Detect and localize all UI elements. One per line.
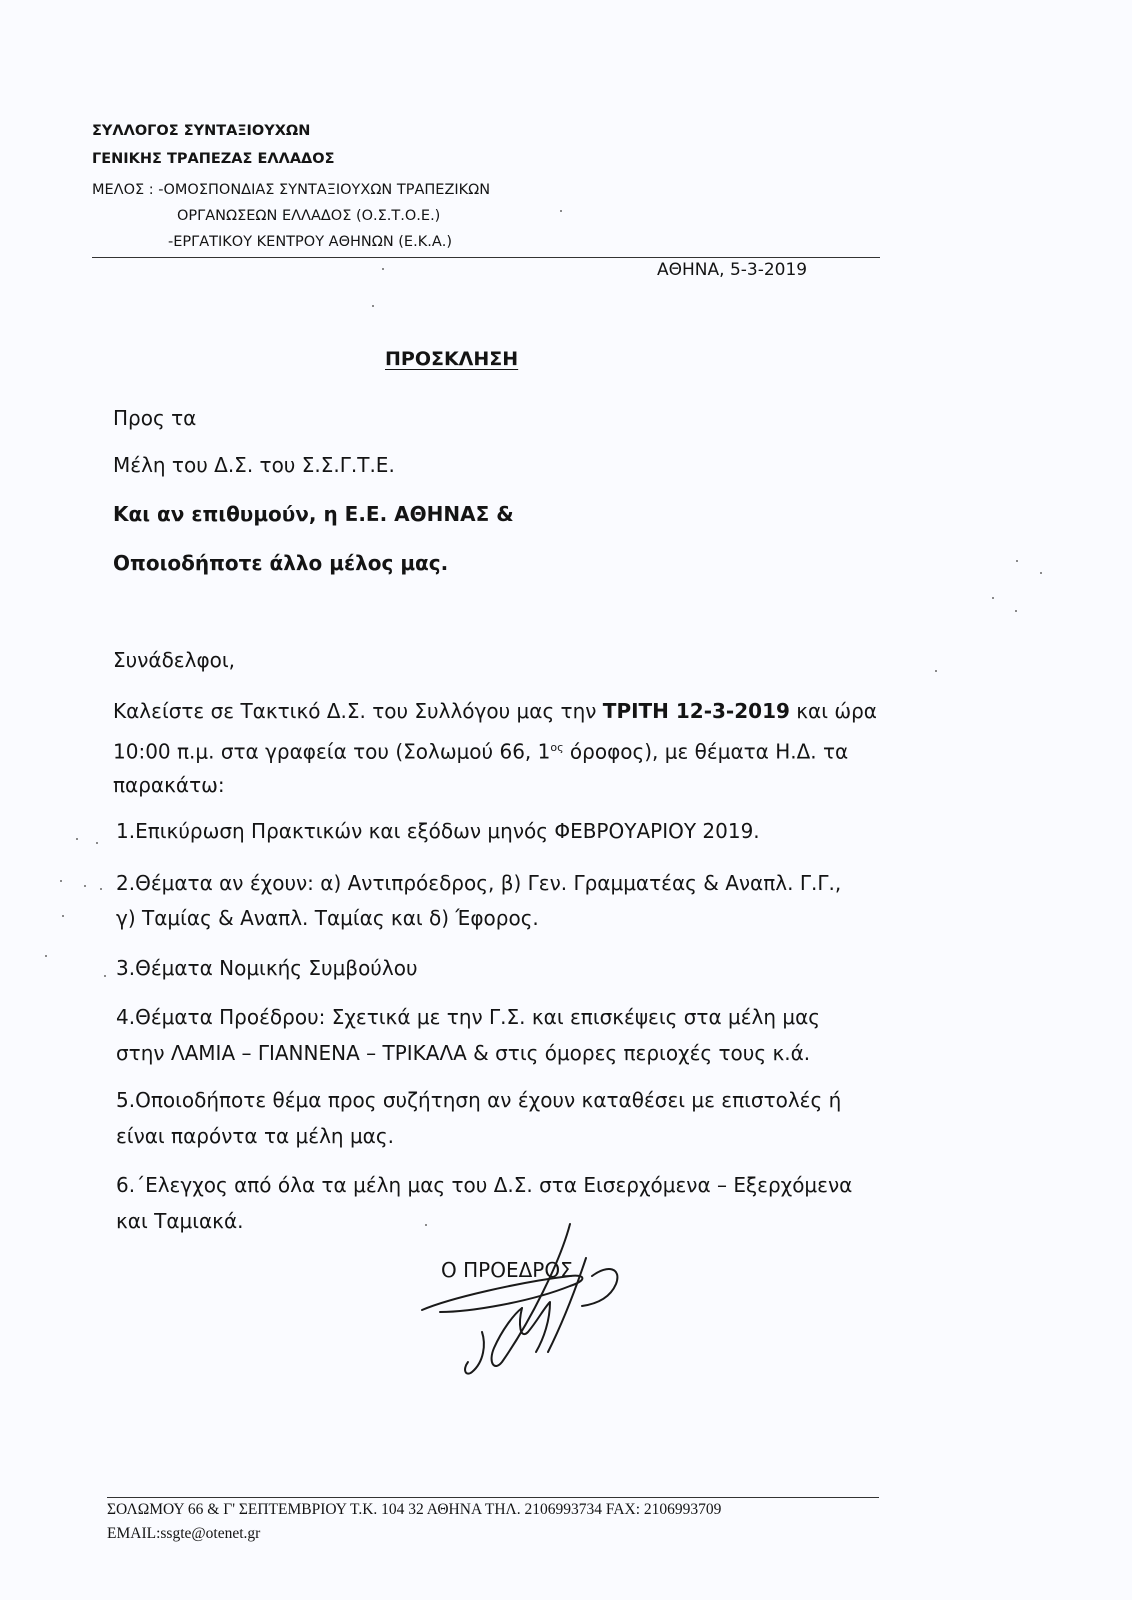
document-date: ΑΘΗΝΑ, 5-3-2019 [657, 260, 808, 280]
agenda-item-5-line2: είναι παρόντα τα μέλη μας. [116, 1124, 394, 1148]
salutation: Συνάδελφοι, [113, 648, 236, 672]
agenda-item-5-line1: 5.Οποιοδήποτε θέμα προς συζήτηση αν έχουν καταθέσει με επιστολές ή [116, 1088, 842, 1112]
agenda-item-6-line1: 6.΄Ελεγχος από όλα τα μέλη μας του Δ.Σ. στα Εισερχόμενα – Εξερχόμενα [116, 1173, 853, 1197]
scan-speck [1015, 610, 1017, 612]
membership-line3: -ΕΡΓΑΤΙΚΟΥ ΚΕΝΤΡΟΥ ΑΘΗΝΩΝ (Ε.Κ.Α.) [168, 234, 453, 250]
scan-speck [62, 915, 64, 917]
recipients-line3: Οποιοδήποτε άλλο μέλος μας. [113, 551, 449, 575]
signatory-role: Ο ΠΡΟΕΔΡΟΣ [441, 1258, 573, 1282]
membership-line1: ΜΕΛΟΣ : -ΟΜΟΣΠΟΝΔΙΑΣ ΣΥΝΤΑΞΙΟΥΧΩΝ ΤΡΑΠΕΖΙΚΩΝ [92, 182, 491, 198]
scan-speck [100, 888, 102, 890]
scan-speck [60, 880, 62, 882]
agenda-item-3: 3.Θέματα Νομικής Συμβούλου [116, 956, 418, 980]
scan-speck [382, 268, 384, 270]
org-name-line2: ΓΕΝΙΚΗΣ ΤΡΑΠΕΖΑΣ ΕΛΛΑΔΟΣ [92, 151, 335, 167]
membership-line2: ΟΡΓΑΝΩΣΕΩΝ ΕΛΛΑΔΟΣ (Ο.Σ.Τ.Ο.Ε.) [177, 208, 441, 224]
footer-email: EMAIL:ssgte@otenet.gr [107, 1525, 261, 1542]
scan-speck [1040, 572, 1042, 574]
org-name-line1: ΣΥΛΛΟΓΟΣ ΣΥΝΤΑΞΙΟΥΧΩΝ [92, 123, 311, 139]
agenda-item-2-line2: γ) Ταμίας & Αναπλ. Ταμίας και δ) Έφορος. [116, 906, 539, 930]
scan-speck [76, 838, 78, 840]
scan-speck [104, 975, 106, 977]
footer-address: ΣΟΛΩΜΟΥ 66 & Γ' ΣΕΠΤΕΜΒΡΙΟΥ Τ.Κ. 104 32 ΑΘΗΝΑ ΤΗΛ. 2106993734 FAX: 2106993709 [107, 1501, 722, 1518]
meeting-date: ΤΡΙΤΗ 12-3-2019 [602, 699, 790, 723]
agenda-item-4-line1: 4.Θέματα Προέδρου: Σχετικά με την Γ.Σ. και επισκέψεις στα μέλη μας [116, 1005, 821, 1029]
scan-speck [992, 597, 994, 599]
scan-speck [1016, 560, 1018, 562]
intro-line3: παρακάτω: [113, 773, 225, 797]
scan-speck [935, 670, 937, 672]
agenda-item-6-line2: και Ταμιακά. [116, 1209, 244, 1233]
recipients-intro: Προς τα [113, 406, 197, 430]
scan-speck [560, 210, 562, 212]
scan-speck [96, 842, 98, 844]
scan-speck [372, 305, 374, 307]
scan-speck [425, 1224, 427, 1226]
agenda-item-4-line2: στην ΛΑΜΙΑ – ΓΙΑΝΝΕΝΑ – ΤΡΙΚΑΛΑ & στις όμορες περιοχές τους κ.ά. [116, 1041, 811, 1065]
scan-speck [84, 885, 86, 887]
document-title: ΠΡΟΣΚΛΗΣΗ [385, 348, 519, 370]
agenda-item-2-line1: 2.Θέματα αν έχουν: α) Αντιπρόεδρος, β) Γεν. Γραμματέας & Αναπλ. Γ.Γ., [116, 871, 842, 895]
agenda-item-1: 1.Επικύρωση Πρακτικών και εξόδων μηνός ΦΕΒΡΟΥΑΡΙΟΥ 2019. [116, 819, 760, 843]
scan-speck [45, 955, 47, 957]
intro-line1: Καλείστε σε Τακτικό Δ.Σ. του Συλλόγου μας την ΤΡΙΤΗ 12-3-2019 και ώρα [113, 699, 877, 723]
intro-line2: 10:00 π.μ. στα γραφεία του (Σολωμού 66, $1^{o\varsigma}$ όροφος), με θέματα Η.Δ. τα [113, 739, 849, 764]
recipients-line2: Και αν επιθυμούν, η Ε.Ε. ΑΘΗΝΑΣ & [113, 502, 514, 526]
recipients-line1: Μέλη του Δ.Σ. του Σ.Σ.Γ.Τ.Ε. [113, 453, 395, 477]
signature-scribble [410, 1212, 650, 1382]
